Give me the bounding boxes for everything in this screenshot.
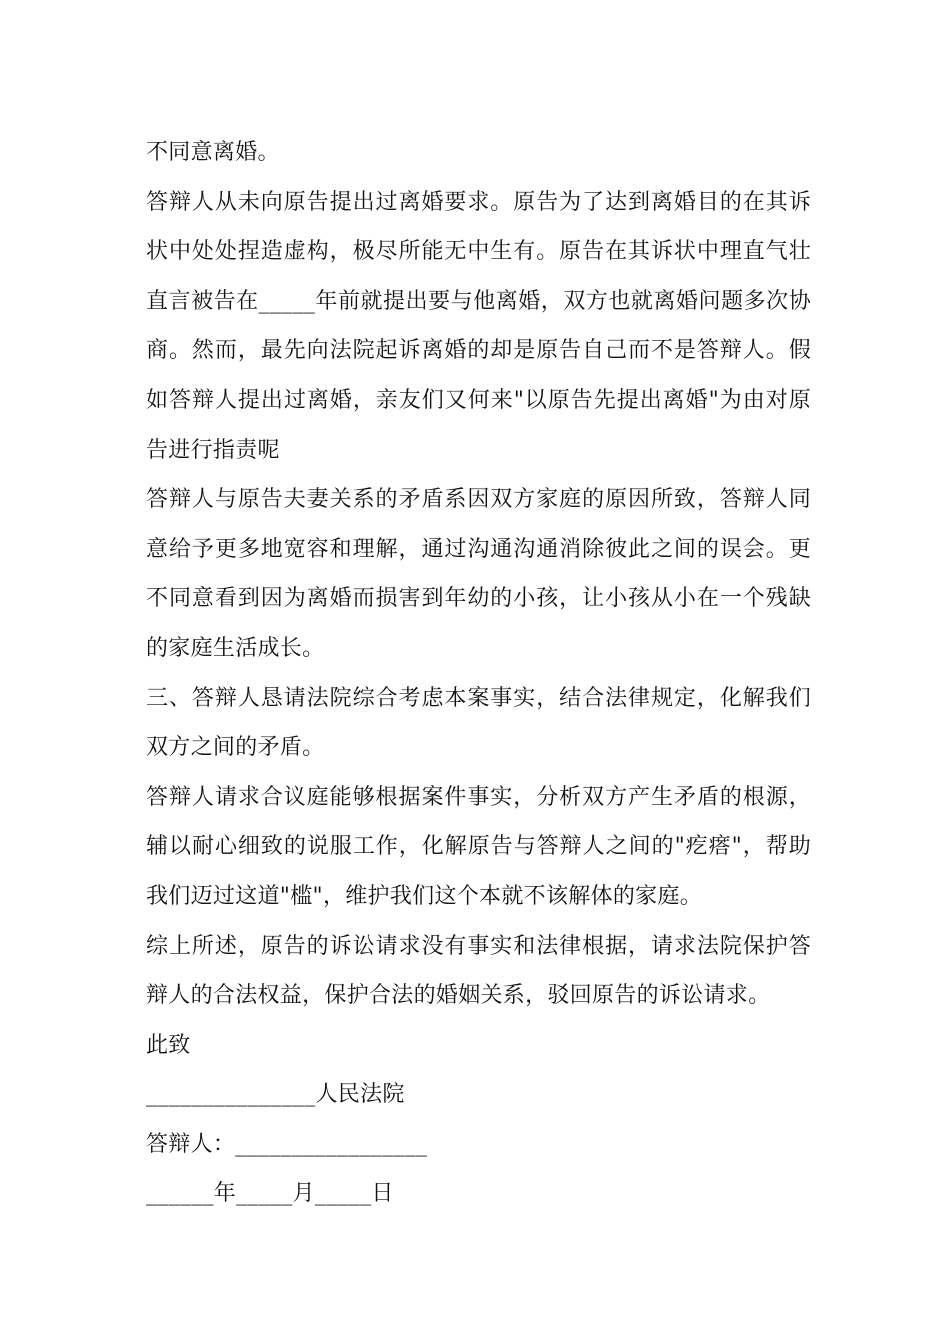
paragraph-request-mediation: 答辩人请求合议庭能够根据案件事实，分析双方产生矛盾的根源，辅以耐心细致的说服工作，化解原告与答辩人之间的"疙瘩"，帮助我们迈过这道"槛"，维护我们这个本就不该解体的家庭。: [146, 784, 811, 909]
paragraph-disagree-divorce: 不同意离婚。: [146, 140, 280, 165]
paragraph-section-three: 三、答辩人恳请法院综合考虑本案事实，结合法律规定，化解我们双方之间的矛盾。: [146, 685, 811, 761]
paragraph-no-divorce-request: 答辩人从未向原告提出过离婚要求。原告为了达到离婚目的在其诉状中处处捏造虚构，极尽所能无中生有。原告在其诉状中理直气壮直言被告在_____年前就提出要与他离婚，双方也就离婚问题多次协商。然而，最先向法院起诉离婚的却是原告自己而不是答辩人。假如答辩人提出过离婚，亲友们又何来"以原告先提出离婚"为由对原告进行指责呢: [146, 189, 811, 463]
respondent-signature-line: 答辩人：_________________: [146, 1131, 428, 1157]
closing-salutation: 此致: [146, 1032, 191, 1058]
date-line: ______年_____月_____日: [146, 1181, 394, 1207]
paragraph-conclusion: 综上所述，原告的诉讼请求没有事实和法律根据，请求法院保护答辩人的合法权益，保护合法的婚姻关系，驳回原告的诉讼请求。: [146, 933, 811, 1009]
document-body: [146, 128, 811, 1219]
paragraph-family-conflict: 答辩人与原告夫妻关系的矛盾系因双方家庭的原因所致，答辩人同意给予更多地宽容和理解，通过沟通沟通消除彼此之间的误会。更不同意看到因为离婚而损害到年幼的小孩，让小孩从小在一个残缺的家庭生活成长。: [146, 487, 811, 661]
court-line: _______________人民法院: [146, 1082, 405, 1108]
